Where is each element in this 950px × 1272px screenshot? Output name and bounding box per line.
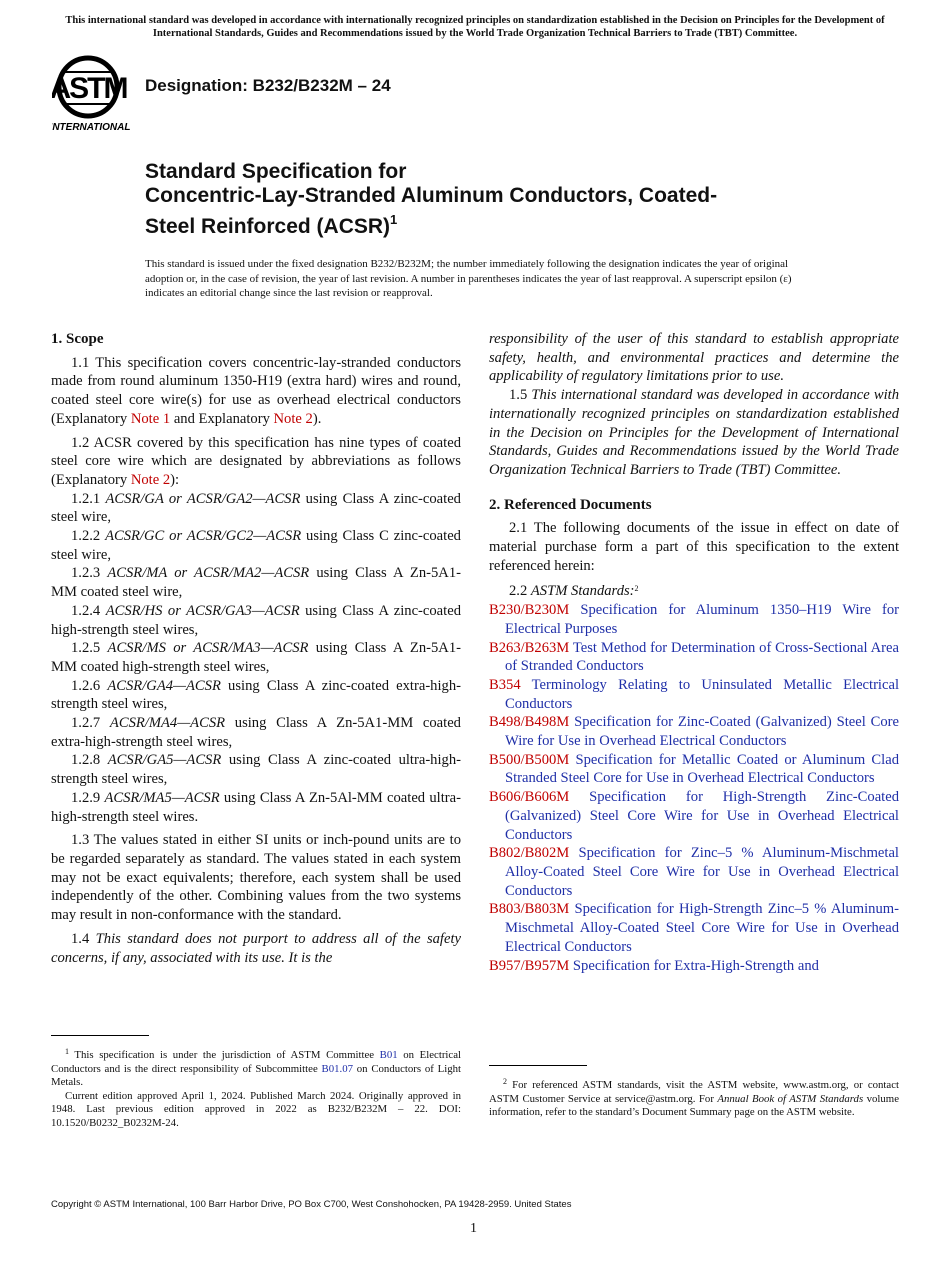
item-number: 1.2.6 bbox=[71, 677, 108, 694]
paragraph-1-5 bbox=[489, 386, 899, 480]
item-name: ACSR/MA5—ACSR bbox=[104, 789, 220, 806]
reference-title-link[interactable]: Specification for High-Strength Zinc–5 % Aluminum-Mischmetal Alloy-Coated Steel Core Wire for Use in Overhead Electrical Conductors bbox=[505, 901, 899, 955]
acsr-type-item bbox=[51, 639, 461, 676]
reference-item[interactable] bbox=[489, 601, 899, 638]
reference-item[interactable] bbox=[489, 713, 899, 750]
item-name: ACSR/GA or ACSR/GA2—ACSR bbox=[105, 490, 301, 507]
item-description: using Class A Zn-5Al-MM coated ultra-high-strength steel wires. bbox=[51, 789, 461, 825]
paragraph-1-2-text-b: ): bbox=[170, 471, 180, 488]
item-number: 1.2.7 bbox=[71, 715, 110, 732]
acsr-type-item bbox=[51, 751, 461, 788]
reference-title-link[interactable]: Specification for Extra-High-Strength and bbox=[569, 957, 819, 974]
section-2-heading: 2. Referenced Documents bbox=[489, 496, 652, 513]
paragraph-1-1-text-c: ). bbox=[312, 410, 322, 427]
item-name: ACSR/MS or ACSR/MA3—ACSR bbox=[107, 640, 309, 657]
section-1-heading: 1. Scope bbox=[51, 331, 104, 347]
referenced-standards-list bbox=[489, 601, 899, 975]
acsr-type-item bbox=[51, 677, 461, 714]
reference-code-link[interactable]: B500/B500M bbox=[489, 751, 570, 768]
copyright-line: Copyright © ASTM International, 100 Barr Harbor Drive, PO Box C700, West Conshohocken, PA 19428-2959. United States bbox=[51, 1199, 572, 1210]
reference-code-link[interactable]: B957/B957M bbox=[489, 957, 570, 974]
item-number: 1.2.9 bbox=[71, 789, 105, 806]
acsr-type-list bbox=[51, 490, 461, 827]
item-name: ACSR/GC or ACSR/GC2—ACSR bbox=[105, 528, 302, 545]
footnote-1 bbox=[51, 1045, 461, 1131]
footnote-1-mark: 1 bbox=[65, 1047, 69, 1056]
title-line-3 bbox=[145, 208, 825, 239]
top-notice: This international standard was developed in accordance with internationally recognized principles on standardization established in the Decision on Principles for the Development of International Standards, Guides and Recommendations issued by the World Trade Organization Technical Barriers to Trade (TBT) Committee. bbox=[65, 15, 885, 39]
paragraph-1-1-text: 1.1 This specification covers concentric-lay-stranded conductors made from round aluminum 1350-H19 (extra hard) wires and round, coated steel core wire(s) for use as overhead electrical conductors (Explanatory bbox=[51, 354, 461, 427]
paragraph-1-1 bbox=[51, 354, 461, 429]
item-description: using Class A Zn-5A1-MM coated extra-high-strength steel wires, bbox=[51, 715, 461, 750]
paragraph-1-4-continued: responsibility of the user of this standard to establish appropriate safety, health, and environmental practices and determine the applicability of regulatory limitations prior to use. bbox=[489, 331, 899, 385]
footnote-2-mark[interactable]: 2 bbox=[634, 584, 639, 594]
item-name: ACSR/MA4—ACSR bbox=[109, 715, 226, 732]
item-description: using Class A zinc-coated extra-high-strength steel wires, bbox=[51, 677, 461, 713]
acsr-type-item bbox=[51, 527, 461, 564]
item-number: 1.2.2 bbox=[71, 528, 106, 545]
acsr-type-item bbox=[51, 490, 461, 527]
paragraph-1-3: 1.3 The values stated in either SI units or inch-pound units are to be regarded separately as standard. The values stated in each system may not be exact equivalents; therefore, each system shall be used independently of the other. Combining values from the two systems may result in non-conformance with the standard. bbox=[51, 832, 461, 924]
paragraph-1-1-text-b: and Explanatory bbox=[170, 410, 274, 427]
reference-item[interactable] bbox=[489, 639, 899, 676]
reference-code-link[interactable]: B803/B803M bbox=[489, 901, 570, 918]
reference-title-link[interactable]: Test Method for Determination of Cross-Sectional Area of Stranded Conductors bbox=[505, 639, 899, 675]
reference-title-link[interactable]: Specification for Metallic Coated or Aluminum Clad Stranded Steel Core for Use in Overhead Electrical Conductors bbox=[505, 751, 899, 787]
subcommittee-b0107-link[interactable]: B01.07 bbox=[321, 1062, 354, 1075]
document-title bbox=[145, 160, 825, 239]
item-name: ACSR/GA4—ACSR bbox=[107, 677, 221, 694]
svg-text:ASTM: ASTM bbox=[52, 72, 127, 105]
item-description: using Class A zinc-coated high-strength steel wires, bbox=[51, 602, 461, 638]
footnote-2-text-b: volume information, refer to the standard’s Document Summary page on the ASTM website. bbox=[489, 1092, 899, 1119]
reference-title-link[interactable]: Specification for Aluminum 1350–H19 Wire for Electrical Purposes bbox=[505, 602, 899, 637]
footnote-2-mark: 2 bbox=[503, 1077, 507, 1086]
reference-title-link[interactable]: Specification for Zinc–5 % Aluminum-Mischmetal Alloy-Coated Steel Core Wire for Use in Overhead Electrical Conductors bbox=[505, 845, 899, 899]
item-description: using Class A zinc-coated ultra-high-strength steel wires, bbox=[51, 752, 461, 788]
item-name: ACSR/MA or ACSR/MA2—ACSR bbox=[107, 565, 310, 582]
paragraph-1-2 bbox=[51, 434, 461, 490]
footnote-1-p1 bbox=[51, 1045, 461, 1090]
reference-item[interactable] bbox=[489, 751, 899, 788]
intro-paragraph: This standard is issued under the fixed designation B232/B232M; the number immediately following the designation indicates the year of original adoption or, in the case of revision, the year of last revision. A number in parentheses indicates the year of last reapproval. A superscript epsilon (ε) indicates an editorial change since the last revision or reapproval. bbox=[145, 258, 792, 300]
footnote-2-text-a: For referenced ASTM standards, visit the ASTM website, www.astm.org, or contact ASTM Customer Service at service@astm.org. For bbox=[489, 1079, 899, 1105]
reference-code-link[interactable]: B802/B802M bbox=[489, 845, 570, 862]
right-column bbox=[489, 330, 899, 975]
title-footnote-mark[interactable]: 1 bbox=[390, 212, 398, 227]
paragraph-2-2-text: ASTM Standards: bbox=[530, 583, 635, 600]
reference-title-link[interactable]: Specification for High-Strength Zinc-Coated (Galvanized) Steel Core Wire for Use in Overhead Electrical Conductors bbox=[505, 789, 899, 843]
paragraph-1-4-text: This standard does not purport to address all of the safety concerns, if any, associated with its use. It is the bbox=[51, 930, 461, 966]
footnote-rule-left bbox=[51, 1035, 149, 1036]
item-description: using Class A Zn-5A1-MM coated steel wire, bbox=[51, 565, 461, 601]
footnote-rule-right bbox=[489, 1065, 587, 1066]
reference-code-link[interactable]: B263/B263M bbox=[489, 639, 570, 656]
title-line-1: Standard Specification for bbox=[145, 160, 407, 183]
committee-b01-link[interactable]: B01 bbox=[379, 1049, 398, 1061]
reference-item[interactable] bbox=[489, 900, 899, 956]
footnote-1-text-b: on Electrical Conductors and is the direct responsibility of Subcommittee bbox=[51, 1049, 462, 1075]
reference-item[interactable] bbox=[489, 957, 899, 976]
item-number: 1.2.3 bbox=[71, 565, 108, 582]
item-number: 1.2.1 bbox=[71, 490, 106, 507]
reference-code-link[interactable]: B230/B230M bbox=[489, 602, 570, 619]
item-description: using Class C zinc-coated steel wire, bbox=[51, 528, 461, 563]
paragraph-2-2 bbox=[489, 580, 899, 601]
title-line-2: Concentric-Lay-Stranded Aluminum Conductors, Coated- bbox=[145, 184, 718, 207]
item-name: ACSR/HS or ACSR/GA3—ACSR bbox=[105, 602, 300, 619]
reference-code-link[interactable]: B606/B606M bbox=[489, 789, 570, 806]
reference-item[interactable] bbox=[489, 676, 899, 713]
page-number: 1 bbox=[470, 1221, 477, 1236]
footnote-2-p1 bbox=[489, 1075, 899, 1120]
item-number: 1.2.8 bbox=[71, 752, 108, 769]
paragraph-1-4-num: 1.4 bbox=[71, 930, 96, 947]
item-number: 1.2.4 bbox=[71, 602, 106, 619]
footnote-2 bbox=[489, 1075, 899, 1120]
paragraph-2-1: 2.1 The following documents of the issue in effect on date of material purchase form a part of this specification to the extent referenced herein: bbox=[489, 520, 899, 574]
reference-code-link[interactable]: B354 bbox=[489, 676, 521, 693]
item-description: using Class A zinc-coated steel wire, bbox=[51, 490, 461, 526]
item-name: ACSR/GA5—ACSR bbox=[107, 752, 222, 769]
note-2-link[interactable]: Note 2 bbox=[273, 410, 313, 427]
designation: Designation: B232/B232M – 24 bbox=[145, 76, 391, 95]
logo-text: INTERNATIONAL bbox=[52, 122, 131, 133]
acsr-type-item bbox=[51, 564, 461, 601]
footnote-1-p2: Current edition approved April 1, 2024. Published March 2024. Originally approved in 1948. Last previous edition approved in 2022 as B232/B232M – 22. DOI: 10.1520/B0232_B0232M-24. bbox=[51, 1089, 461, 1129]
footnote-1-text-a: This specification is under the jurisdiction of ASTM Committee bbox=[69, 1049, 380, 1061]
acsr-type-item bbox=[51, 789, 461, 826]
acsr-type-item bbox=[51, 602, 461, 639]
paragraph-2-2-num: 2.2 bbox=[509, 583, 531, 600]
paragraph-1-5-text: This international standard was developed in accordance with internationally recognized principles on standardization established in the Decision on Principles for the Development of International Standards, Guides and Recommendations issued by the World Trade Organization Technical Barriers to Trade (TBT) Committee. bbox=[489, 387, 900, 478]
paragraph-1-4 bbox=[51, 930, 461, 967]
paragraph-1-2-text: 1.2 ACSR covered by this specification has nine types of coated steel core wire which are designated by abbreviations as follows (Explanatory bbox=[51, 434, 461, 488]
paragraph-1-5-num: 1.5 bbox=[509, 387, 532, 404]
left-column bbox=[51, 330, 461, 972]
reference-title-link[interactable]: Terminology Relating to Uninsulated Metallic Electrical Conductors bbox=[505, 676, 899, 712]
item-number: 1.2.5 bbox=[71, 640, 108, 657]
reference-item[interactable] bbox=[489, 788, 899, 844]
reference-title-link[interactable]: Specification for Zinc-Coated (Galvanized) Steel Core Wire for Use in Overhead Electrical Conductors bbox=[505, 714, 899, 750]
reference-code-link[interactable]: B498/B498M bbox=[489, 714, 570, 731]
footnote-2-italic: Annual Book of ASTM Standards bbox=[717, 1092, 864, 1105]
acsr-type-item bbox=[51, 714, 461, 751]
note-1-link[interactable]: Note 1 bbox=[130, 410, 171, 427]
reference-item[interactable] bbox=[489, 844, 899, 900]
footnote-1-text-c: on Conductors of Light Metals. bbox=[51, 1062, 461, 1089]
item-description: using Class A Zn-5A1-MM coated high-strength steel wires, bbox=[51, 640, 461, 675]
title-line-3-text: Steel Reinforced (ACSR) bbox=[145, 215, 391, 238]
note-2-link[interactable]: Note 2 bbox=[130, 471, 171, 488]
astm-logo-icon bbox=[52, 54, 136, 134]
